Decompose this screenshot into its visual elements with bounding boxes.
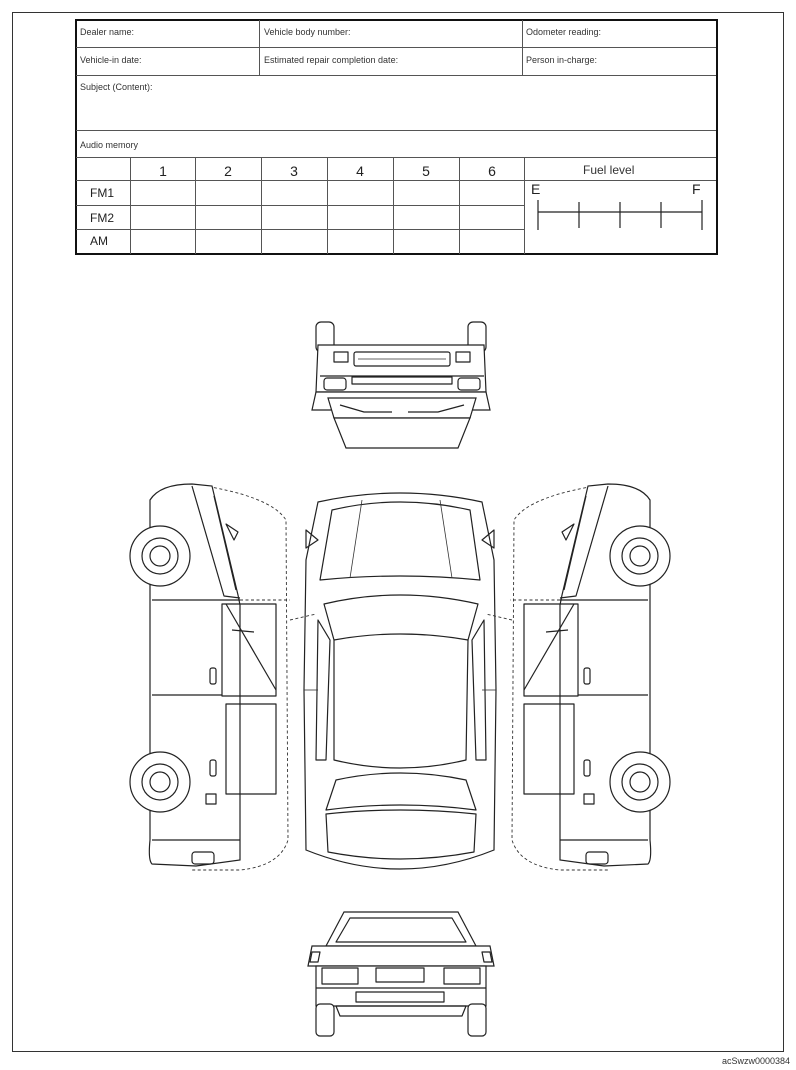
fuel-full-label: F bbox=[692, 181, 701, 197]
preset-number: 4 bbox=[356, 163, 364, 179]
band-label-am: AM bbox=[90, 234, 108, 248]
car-top-view bbox=[290, 493, 512, 869]
preset-number: 2 bbox=[224, 163, 232, 179]
car-rear-view bbox=[308, 912, 494, 1036]
person-in-charge-label: Person in-charge: bbox=[526, 55, 598, 65]
vehicle-in-date-label: Vehicle-in date: bbox=[80, 55, 142, 65]
fuel-level-label: Fuel level bbox=[583, 163, 635, 177]
vehicle-body-number-label: Vehicle body number: bbox=[264, 27, 351, 37]
band-label-fm2: FM2 bbox=[90, 211, 114, 225]
preset-number: 5 bbox=[422, 163, 430, 179]
car-right-side-view bbox=[510, 484, 670, 870]
fuel-gauge bbox=[538, 200, 702, 230]
preset-number: 3 bbox=[290, 163, 298, 179]
odometer-reading-label: Odometer reading: bbox=[526, 27, 602, 37]
figure-code: acSwzw0000384 bbox=[721, 1056, 790, 1066]
car-front-view bbox=[312, 322, 490, 448]
preset-number: 6 bbox=[488, 163, 496, 179]
car-left-side-view bbox=[130, 484, 290, 870]
audio-memory-label: Audio memory bbox=[80, 140, 139, 150]
subject-label: Subject (Content): bbox=[80, 82, 153, 92]
dealer-name-label: Dealer name: bbox=[80, 27, 135, 37]
preset-number: 1 bbox=[159, 163, 167, 179]
fuel-empty-label: E bbox=[531, 181, 541, 197]
estimated-completion-label: Estimated repair completion date: bbox=[264, 55, 399, 65]
band-label-fm1: FM1 bbox=[90, 186, 114, 200]
